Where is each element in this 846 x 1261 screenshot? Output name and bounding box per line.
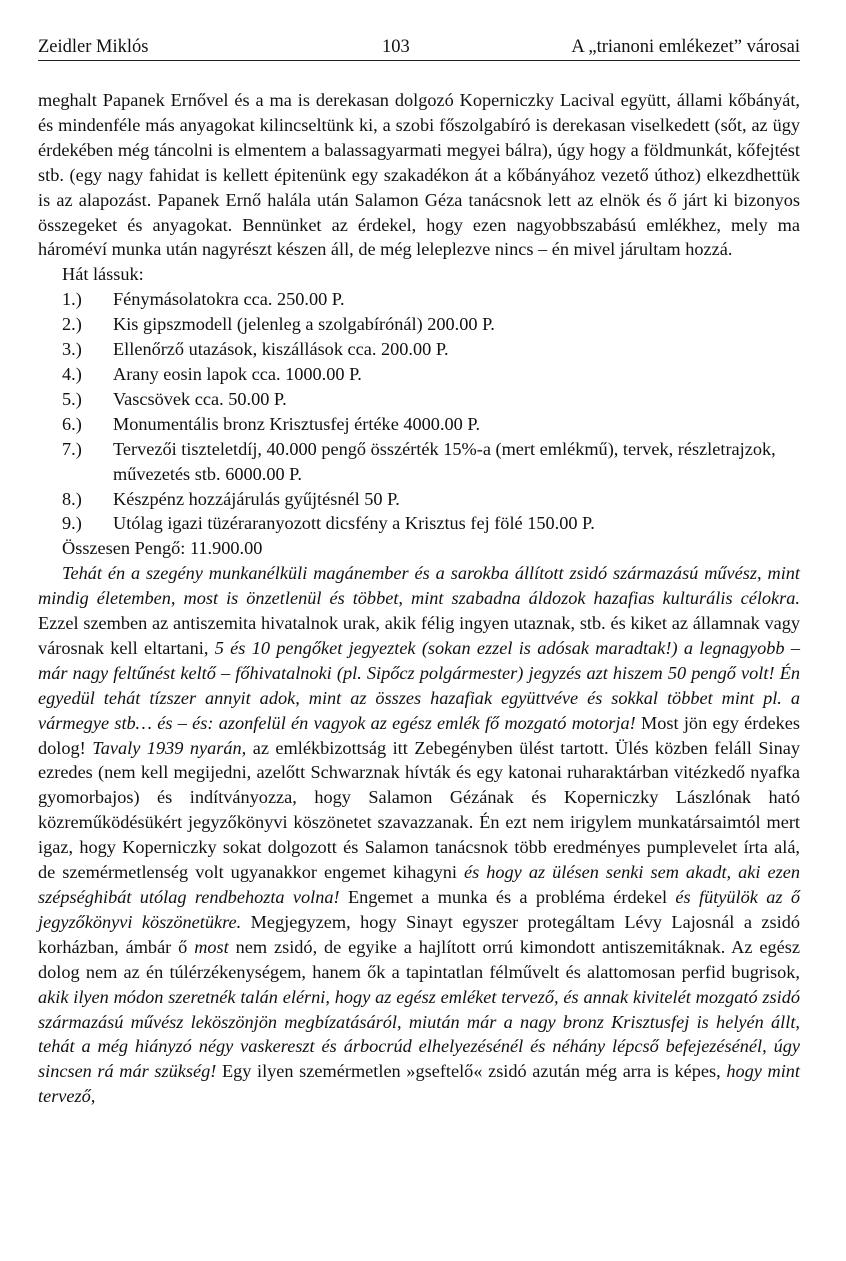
list-item-text: Fénymásolatokra cca. 250.00 P. <box>113 289 345 310</box>
list-item <box>38 287 800 312</box>
text-run: nem zsidó, de egyike a hajlított orrú kimondott antiszemitáknak. Az egész dolog nem az én túlérzékenységem, hanem ők a tapintatlan félművelt és alattomosan perfid bugrisok, <box>38 936 800 982</box>
italic-run: akik ilyen módon szeretnék talán elérni, hogy az egész emléket tervező, és annak kivitelét mozgató zsidó származású művész leköszönjön megbízatásáról, miután már a nagy bronz Krisztusfej is helyén állt, tehát a még hiányzó négy vaskereszt és árbocrúd elhelyezésénél és néhány lépcső befejezésénél, úgy sincsen rá már szükség! <box>38 986 800 1082</box>
list-item <box>38 362 800 387</box>
list-item-text: Kis gipszmodell (jelenleg a szolgabírónál) 200.00 P. <box>113 314 495 335</box>
italic-run: Tehát én a szegény munkanélküli magánember és a sarokba állított zsidó származású művész, mint mindig életemben, most is önzetlenül és többet, mint szabadna áldozok hazafias kulturális célokra. <box>38 563 800 609</box>
list-item-number: 3.) <box>62 339 82 360</box>
italic-run: Tavaly 1939 nyarán, <box>92 737 247 758</box>
list-item-number: 6.) <box>62 413 82 434</box>
text-run: Egy ilyen szemérmetlen »gseftelő« zsidó azután még arra is képes, <box>216 1061 727 1082</box>
list-item-text: Vascsövek cca. 50.00 P. <box>113 388 287 409</box>
running-header <box>38 34 800 61</box>
list-item-number: 4.) <box>62 363 82 384</box>
header-author: Zeidler Miklós <box>38 37 149 57</box>
list-item <box>38 337 800 362</box>
list-item-text: Utólag igazi tüzéraranyozott dicsfény a Krisztus fej fölé 150.00 P. <box>113 513 595 534</box>
italic-run: és hogy az ülésen senki sem akadt, aki ezen szépséghibát utólag rendbehozta volna! <box>38 862 801 907</box>
list-item-number: 8.) <box>62 488 82 509</box>
main-paragraph <box>38 561 800 1109</box>
italic-run: hogy mint tervező, <box>38 1061 800 1107</box>
list-item-text: Arany eosin lapok cca. 1000.00 P. <box>113 363 362 384</box>
page-number: 103 <box>382 37 410 57</box>
list-item-text: Monumentális bronz Krisztusfej értéke 4000.00 P. <box>113 413 481 434</box>
text-run: Most jön egy érdekes dolog! <box>38 712 801 758</box>
list-item <box>38 437 800 487</box>
list-item <box>38 312 800 337</box>
expense-list <box>38 287 800 536</box>
list-item-text: Készpénz hozzájárulás gyűjtésnél 50 P. <box>113 488 400 509</box>
list-item-number: 7.) <box>62 438 82 459</box>
text-run: Ezzel szemben az antiszemita hivatalnok urak, akik félig ingyen utaznak, stb. és kiket az államnak vagy városnak kell eltartani, <box>38 613 800 658</box>
text-run: az emlékbizottság itt Zebegényben ülést tartott. Ülés közben feláll Sinay ezredes (nem kell megijedni, azelőtt Schwarznak hívták és egy katonai ruharaktárban vitézkedő nyafka gyomorbajos) és indítványozza, hogy Salamon Gézának és Koperniczky Lászlónak ható közreműködésükért jegyzőkönyvi köszönetet szavazzanak. Én ezt nem irigylem munkatársaimtól mert igaz, hogy Koperniczky sokat dolgozott és Salamon tanácsnok több eredményes pumplevelet írta alá, de szemérmetlenség volt ugyanakkor engemet kihagyni <box>38 737 800 883</box>
intro-paragraph: meghalt Papanek Ernővel és a ma is derekasan dolgozó Koperniczky Lacival együtt, állami kőbányát, és mindenféle más anyagokat kilincseltünk ki, a szobi főszolgabíró is derekasan viselkedett (sőt, az ügy érdekében még táncolni is elmentem a balassagyarmati megyei bálra), úgy hogy a földmunkát, kőfejtést stb. (egy nagy fahidat is kellett épitenünk egy szakadékon át a kőbányához vezető úthoz) elkezdhettük is az alapozást. Papanek Ernő halála után Salamon Géza tanácsnok lett az elnök és ő járt ki bizonyos összegeket és anyagokat. Bennünket az érdekel, hogy ezen nagyobbszabású emlékhez, mely ma hároméví munka után nagyrészt készen áll, de még leleplezve nincs – én mivel járultam hozzá. <box>38 90 800 260</box>
italic-run: most <box>194 936 229 957</box>
header-title: A „trianoni emlékezet” városai <box>571 37 800 57</box>
italic-run: és fütyülök az ő jegyzőkönyvi köszönetükre. <box>38 887 800 932</box>
list-item <box>38 387 800 412</box>
list-item <box>38 511 800 536</box>
list-item <box>38 487 800 512</box>
list-item-number: 5.) <box>62 388 82 409</box>
list-item-text: Tervezői tiszteletdíj, 40.000 pengő összérték 15%-a (mert emlékmű), tervek, részletrajzok, művezetés stb. 6000.00 P. <box>113 438 776 484</box>
list-item-text: Ellenőrző utazások, kiszállások cca. 200.00 P. <box>113 339 449 360</box>
list-item-number: 1.) <box>62 289 82 310</box>
list-item-number: 2.) <box>62 314 82 335</box>
text-run: Engemet a munka és a probléma érdekel <box>339 887 676 907</box>
text-run: Megjegyzem, hogy Sinayt egyszer protegáltam Lévy Lajosnál a zsidó korházban, ámbár ő <box>38 911 800 957</box>
list-item-number: 9.) <box>62 513 82 534</box>
list-item <box>38 412 800 437</box>
page-body <box>38 88 800 1109</box>
italic-run: 5 és 10 pengőket jegyeztek (sokan ezzel is adósak maradtak!) a legnagyobb – már nagy feltűnést keltő – főhivatalnoki (pl. Sipőcz polgármester) jegyzés azt hiszem 50 pengő volt! Én egyedül tehát tízszer annyit adok, mint az összes hazafiak együttvéve és sokkal többet mint pl. a vármegye stb… és – és: azonfelül én vagyok az egész emlék fő mozgató motorja! <box>38 637 800 733</box>
total-line: Összesen Pengő: 11.900.00 <box>62 538 263 559</box>
list-intro: Hát lássuk: <box>62 264 144 285</box>
